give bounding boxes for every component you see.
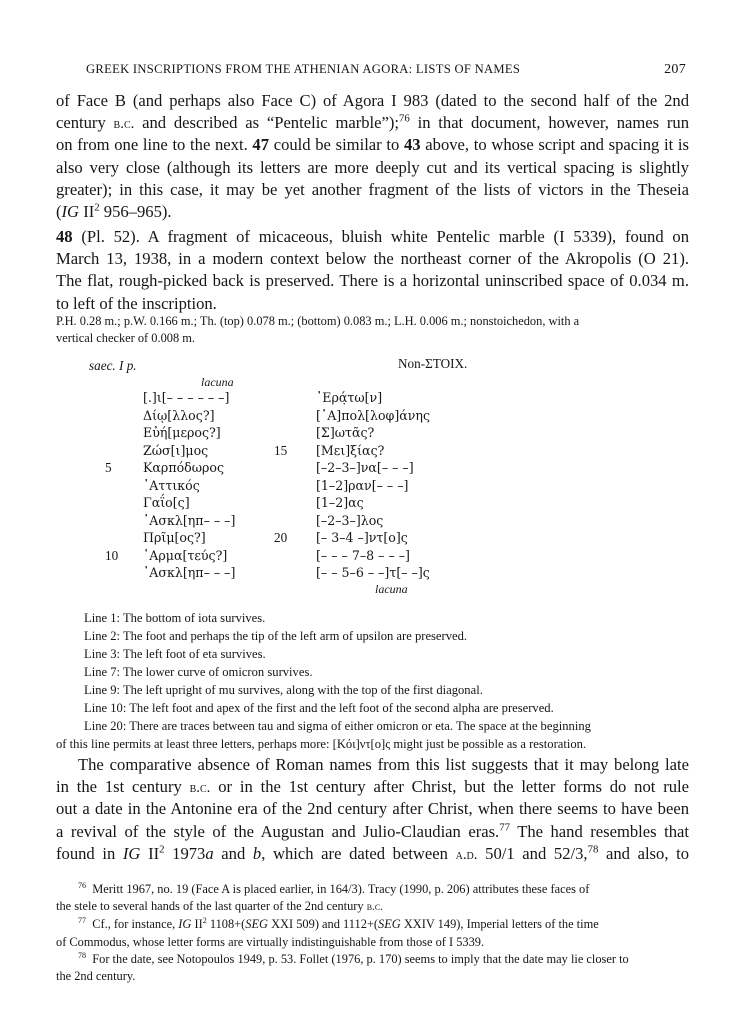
inscription-line: Δίῳ[λλος?]: [143, 407, 215, 423]
inscription-line: [᾽Α]πολ[λοφ]άνης: [316, 407, 431, 423]
note-line: Line 9: The left upright of mu survives, along with the top of the first diagonal.: [84, 683, 483, 697]
text-line: of Face B (and perhaps also Face C) of Agora I 983 (dated to the second half of the 2nd: [56, 91, 689, 110]
note-line: Line 7: The lower curve of omicron survives.: [84, 665, 313, 679]
text-line: the 2nd century.: [56, 969, 136, 984]
paragraph-dating: [56, 754, 689, 865]
entry-48-description: [56, 226, 689, 315]
inscription-line: [– – – 7–8 – – –]: [316, 547, 410, 563]
text-line: a revival of the style of the Augustan and Julio-Claudian eras.$^{77}$ The hand resembles that: [56, 821, 689, 841]
lacuna-top: lacuna: [201, 375, 234, 389]
inscription-line: ᾽Ασκλ[ηπ– – –]: [143, 512, 236, 528]
text-line: P.H. 0.28 m.; p.W. 0.166 m.; Th. (top) 0.078 m.; (bottom) 0.083 m.; L.H. 0.006 m.; nonstoichedon, with a: [56, 314, 580, 328]
text-line: also very close (although its letters are more deeply cut and its vertical spacing is slightly: [56, 157, 689, 177]
note-line: Line 20: There are traces between tau and sigma of either omicron or eta. The space at the beginning: [84, 719, 591, 733]
note-line: Line 3: The left foot of eta survives.: [84, 647, 266, 661]
running-title: GREEK INSCRIPTIONS FROM THE ATHENIAN AGORA: LISTS OF NAMES: [86, 62, 521, 76]
footnote-78: $^{78}$ For the date, see Notopoulos 1949, p. 53. Follet (1976, p. 170) seems to imply that the date may lie closer to: [78, 950, 629, 966]
footnote-76: $^{76}$ Meritt 1967, no. 19 (Face A is placed earlier, in 164/3). Tracy (1990, p. 206) attributes these faces of: [78, 880, 590, 896]
text-line: greater); in this case, it may be yet another fragment of the lists of victors in the Theseia: [56, 179, 689, 199]
inscription-line: [– 3–4 –]ντ[ο]ς: [316, 530, 408, 545]
note-line: Line 10: The left foot and apex of the first and the left foot of the second alpha are preserved.: [84, 701, 554, 715]
inscription-line: ᾽Αττικός: [143, 477, 200, 493]
text-line: to left of the inscription.: [56, 293, 217, 313]
epigraphical-notes: [56, 609, 690, 753]
text-line: vertical checker of 0.008 m.: [56, 331, 195, 345]
text-line: the stele to several hands of the last quarter of the 2nd century b.c.: [56, 899, 383, 914]
inscription-line: [–2–3–]να[– – –]: [316, 460, 414, 475]
line-number: 15: [274, 442, 288, 458]
entry-number: 48: [56, 227, 73, 246]
inscription-line: ᾽Ερά̣τω[ν]: [316, 390, 383, 405]
style-label: Non-ΣΤΟΙΧ.: [398, 356, 468, 371]
line-number: 10: [105, 547, 119, 563]
inscription-line: [Μει]ξίας?: [316, 442, 385, 458]
line-number: 20: [274, 530, 288, 545]
text-line: on from one line to the next. 47 could be similar to 43 above, to whose script and spacing it is: [56, 135, 689, 155]
text-line: found in IG $II^2$ 1973a and b, which are dated between a.d. 50/1 and 52/3,78 and also, to: [56, 843, 690, 863]
note-line: of this line permits at least three letters, perhaps more: [Κόι]ντ[ο]ς might just be possible as a restoration.: [56, 737, 587, 751]
text-line: The flat, rough-picked back is preserved. There is a horizontal uninscribed space of 0.034 m.: [56, 271, 689, 291]
text-line: 48 (Pl. 52). A fragment of micaceous, bluish white Pentelic marble (I 5339), found on: [56, 227, 689, 246]
text-line: of Commodus, whose letter forms are virtually indistinguishable from those of I 5339.: [56, 934, 485, 949]
inscription-line: ᾽Ασκλ[ηπ– – –]: [143, 565, 236, 580]
inscription-line: [–2–3–]λος: [316, 512, 384, 528]
paragraph-continuation: [56, 90, 689, 223]
footnotes: [56, 881, 689, 985]
date-label: saec. I p.: [89, 358, 137, 373]
inscription-line: [– – 5–6 – –]τ[– –]ς: [316, 565, 430, 580]
text-line: March 13, 1938, in a modern context below the northeast corner of the Akropolis (O 21).: [56, 249, 689, 269]
inscription-line: Εὐή[μερος?]: [143, 425, 221, 440]
page-number: 207: [664, 62, 686, 77]
lacuna-bottom: lacuna: [375, 582, 408, 596]
inscription-line: [1–2]ας: [316, 495, 364, 510]
note-line: Line 1: The bottom of iota survives.: [84, 611, 266, 625]
inscription-line: [Σ]ωτᾶς?: [316, 425, 375, 440]
inscription-line: ῾Αρμα[τεύς?]: [143, 547, 228, 563]
footnote-77: $^{77}$ Cf., for instance, IG $II^2$ 1108+(SEG XXI 509) and 1112+(SEG XXIV 149), Imperial letters of the time: [78, 916, 599, 932]
inscription-line: Πρῖμ[ος?]: [143, 530, 206, 545]
measurements: [56, 313, 689, 347]
text-line: (IG $II^2$ 956–965).: [56, 201, 172, 221]
text-line: The comparative absence of Roman names from this list suggests that it may belong late: [78, 755, 689, 774]
inscription-line: Γαΐο[ς]: [143, 495, 190, 510]
text-line: in the 1st century b.c. or in the 1st century after Christ, but the letter forms do not rule: [56, 777, 689, 797]
note-line: Line 2: The foot and perhaps the tip of the left arm of upsilon are preserved.: [84, 629, 468, 643]
line-number: 5: [105, 460, 112, 475]
text-line: century b.c. and described as “Pentelic marble”);$^{76}$ in that document, however, names run: [56, 112, 690, 133]
text-line: out a date in the Antonine era of the 2nd century after Christ, when there seems to have been: [56, 799, 689, 819]
inscription-line: Ζώσ[ι]μος: [143, 442, 209, 458]
inscription-line: [1–2]ραν[– – –]: [316, 477, 409, 493]
inscription-line: [.]ι[– – – – – –]: [143, 390, 230, 405]
inscription-line: Καρπόδωρος: [143, 460, 225, 475]
